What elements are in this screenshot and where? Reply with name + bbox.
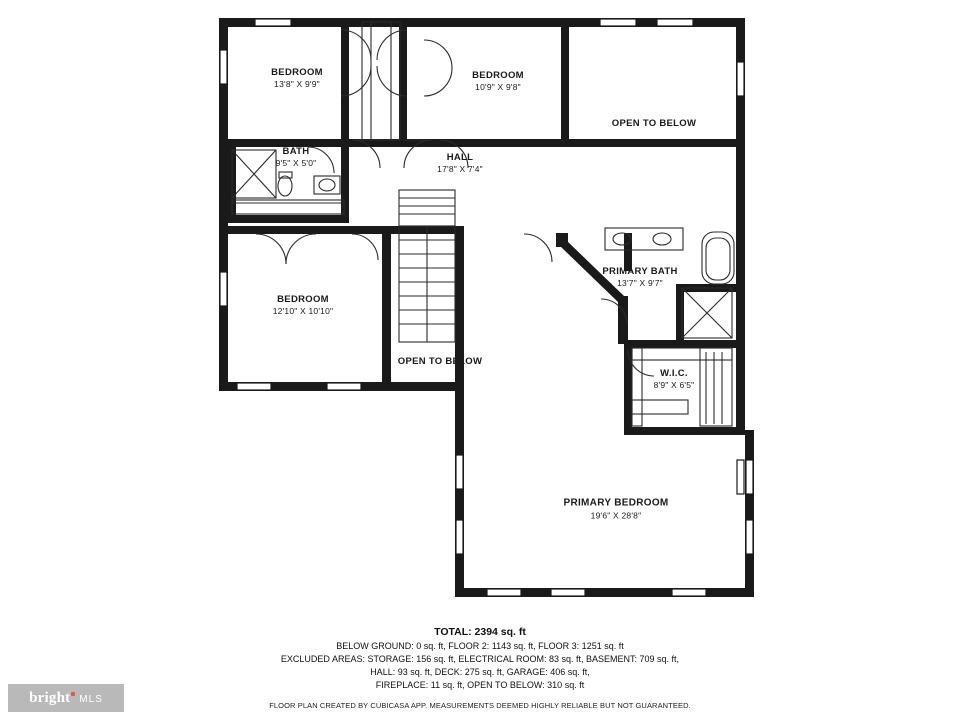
excluded-areas-line-2: HALL: 93 sq. ft, DECK: 275 sq. ft, GARAGE: 406 sq. ft, — [370, 667, 590, 678]
watermark-label — [29, 690, 103, 707]
excluded-areas-line-1: EXCLUDED AREAS: STORAGE: 156 sq. ft, ELECTRICAL ROOM: 83 sq. ft, BASEMENT: 709 sq. ft, — [280, 654, 680, 665]
room-name: BEDROOM — [277, 293, 329, 305]
watermark-brand: bright — [29, 689, 71, 706]
stairs-layer — [362, 22, 455, 342]
window-marks-layer — [220, 19, 753, 596]
bright-mls-watermark — [8, 684, 124, 712]
room-dimensions: 19'6" X 28'8" — [590, 509, 642, 520]
room-name: BATH — [282, 145, 310, 157]
room-name: PRIMARY BEDROOM — [563, 497, 669, 509]
total-area: TOTAL: 2394 sq. ft — [434, 626, 526, 638]
disclaimer-text: FLOOR PLAN CREATED BY CUBICASA APP. MEASUREMENTS DEEMED HIGHLY RELIABLE BUT NOT GUARANTEED. — [269, 701, 691, 711]
watermark-dot-icon — [71, 692, 75, 696]
room-name: HALL — [446, 151, 474, 163]
room-dimensions: 13'8" X 9'9" — [274, 78, 320, 89]
room-name: BEDROOM — [271, 66, 323, 78]
room-name: OPEN TO BELOW — [611, 118, 697, 130]
room-dimensions: 13'7" X 9'7" — [617, 277, 663, 288]
room-name: W.I.C. — [660, 367, 688, 379]
watermark-suffix: MLS — [79, 693, 103, 705]
room-dimensions: 17'8" X 7'4" — [437, 163, 483, 174]
walls-layer — [219, 18, 754, 597]
room-name: BEDROOM — [472, 69, 524, 81]
room-dimensions: 12'10" X 10'10" — [272, 305, 334, 316]
room-name: OPEN TO BELOW — [397, 356, 483, 368]
room-dimensions: 8'9" X 6'5" — [653, 379, 695, 390]
room-dimensions: 9'5" X 5'0" — [275, 157, 317, 168]
room-name: PRIMARY BATH — [602, 265, 678, 277]
floor-areas-line: BELOW GROUND: 0 sq. ft, FLOOR 2: 1143 sq. ft, FLOOR 3: 1251 sq. ft — [336, 641, 624, 651]
area-summary — [0, 626, 960, 710]
excluded-areas-line-3: FIREPLACE: 11 sq. ft, OPEN TO BELOW: 310 sq. ft — [375, 680, 585, 691]
room-dimensions: 10'9" X 9'8" — [475, 81, 521, 92]
